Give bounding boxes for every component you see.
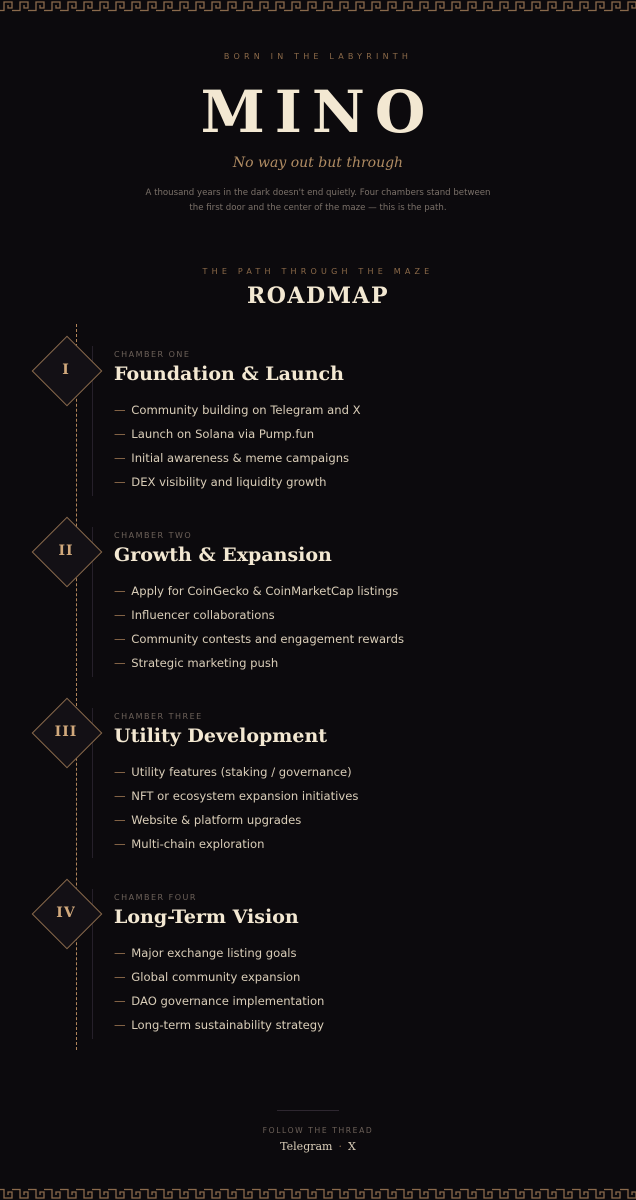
dash-icon: — — [114, 946, 126, 960]
chamber-label: CHAMBER THREE — [114, 712, 203, 721]
dash-icon: — — [114, 1018, 126, 1032]
x-link[interactable]: X — [347, 1140, 356, 1153]
chamber-item: — Community building on Telegram and X — [114, 403, 361, 417]
dash-icon: — — [114, 427, 126, 441]
roadmap-eyebrow: THE PATH THROUGH THE MAZE — [202, 267, 434, 276]
hero-eyebrow: BORN IN THE LABYRINTH — [223, 52, 413, 61]
timeline-line — [76, 324, 77, 1050]
chamber-item: — Strategic marketing push — [114, 656, 279, 670]
greek-key-border-bottom — [0, 1188, 636, 1200]
chamber-item: — Apply for CoinGecko & CoinMarketCap listings — [114, 584, 399, 598]
chamber-item: — Major exchange listing goals — [114, 946, 297, 960]
chamber-item: — Launch on Solana via Pump.fun — [114, 427, 315, 441]
chamber-title: Growth & Expansion — [114, 544, 332, 566]
chamber-items — [114, 579, 404, 675]
dash-icon: — — [114, 403, 126, 417]
chamber-items — [114, 398, 361, 494]
chamber-item: — Multi-chain exploration — [114, 837, 265, 851]
chamber-title: Foundation & Launch — [114, 363, 344, 385]
chamber-title: Long-Term Vision — [114, 906, 299, 928]
roadmap-title: ROADMAP — [246, 283, 390, 309]
separator-dot: · — [338, 1140, 342, 1153]
chamber-label: CHAMBER ONE — [114, 350, 191, 359]
intro-text: A thousand years in the dark doesn't end quietly. Four chambers stand between the first door and the center of the maze — this is the path. — [145, 188, 491, 213]
dash-icon: — — [114, 837, 126, 851]
chamber-numeral: II — [58, 543, 74, 559]
chamber-items — [114, 760, 358, 856]
chamber-label: CHAMBER TWO — [114, 531, 193, 540]
chamber-items — [114, 941, 324, 1037]
dash-icon: — — [114, 632, 126, 646]
dash-icon: — — [114, 789, 126, 803]
chamber-item: — NFT or ecosystem expansion initiatives — [114, 789, 359, 803]
chamber-numeral: III — [54, 724, 78, 740]
chamber-item: — DAO governance implementation — [114, 994, 325, 1008]
chamber-item: — Utility features (staking / governance) — [114, 765, 352, 779]
chamber-label: CHAMBER FOUR — [114, 893, 197, 902]
footer-label: FOLLOW THE THREAD — [262, 1126, 374, 1135]
dash-icon: — — [114, 584, 126, 598]
footer-links — [0, 1140, 636, 1153]
tagline: No way out but through — [232, 155, 404, 171]
greek-key-border-top — [0, 0, 636, 12]
dash-icon: — — [114, 608, 126, 622]
telegram-link[interactable]: Telegram — [280, 1140, 333, 1153]
chamber-numeral: I — [62, 362, 70, 378]
brand-title: MINO — [200, 78, 436, 146]
dash-icon: — — [114, 475, 126, 489]
dash-icon: — — [114, 970, 126, 984]
chamber-item: — Website & platform upgrades — [114, 813, 302, 827]
chamber-title: Utility Development — [114, 725, 328, 747]
chamber-item: — Global community expansion — [114, 970, 301, 984]
chamber-item: — Initial awareness & meme campaigns — [114, 451, 350, 465]
chamber-item: — Long-term sustainability strategy — [114, 1018, 324, 1032]
chamber-item: — Community contests and engagement rewards — [114, 632, 405, 646]
dash-icon: — — [114, 994, 126, 1008]
dash-icon: — — [114, 765, 126, 779]
dash-icon: — — [114, 813, 126, 827]
dash-icon: — — [114, 451, 126, 465]
chamber-numeral: IV — [56, 905, 76, 921]
chamber-item: — Influencer collaborations — [114, 608, 275, 622]
dash-icon: — — [114, 656, 126, 670]
chamber-item: — DEX visibility and liquidity growth — [114, 475, 327, 489]
footer-divider — [277, 1110, 339, 1111]
